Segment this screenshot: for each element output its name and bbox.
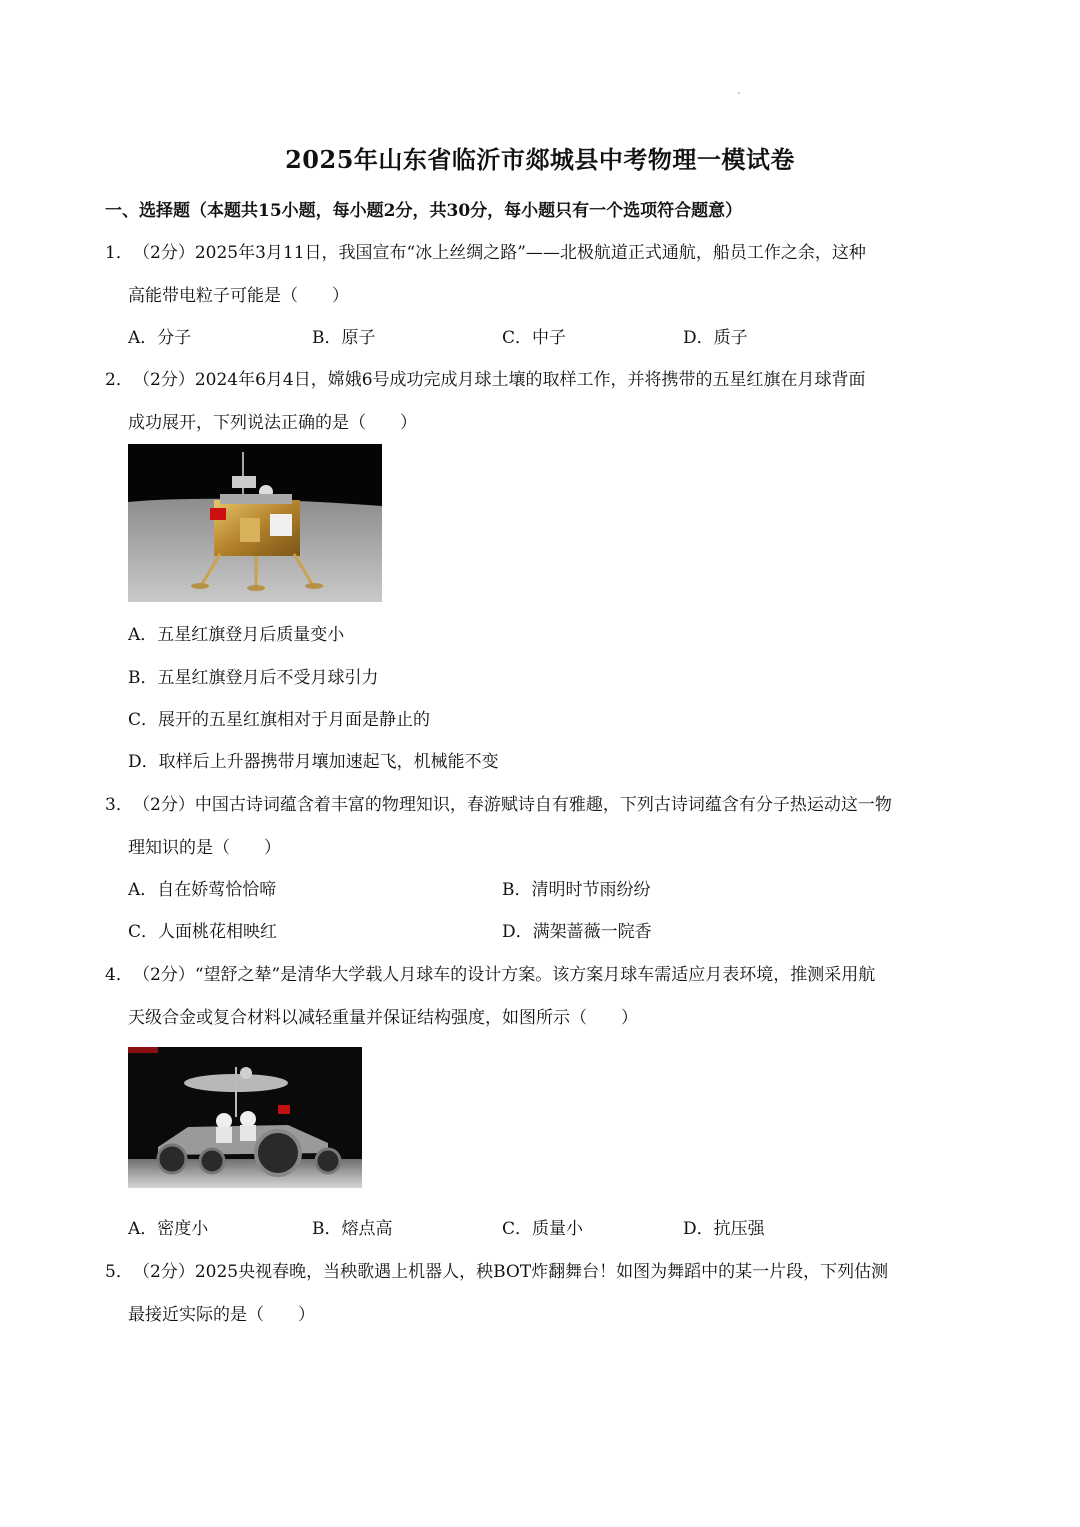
question-text: （2分）2025年3月11日，我国宣布“冰上丝绸之路”——北极航道正式通航，船员工作之余，这种 <box>133 243 866 263</box>
page-title: 2025年山东省临沂市郯城县中考物理一模试卷 <box>285 145 795 174</box>
option-d: D．取样后上升器携带月壤加速起飞，机械能不变 <box>128 752 499 772</box>
option-a: A．自在娇莺恰恰啼 <box>128 880 277 900</box>
option-d: D．质子 <box>683 328 748 348</box>
option-b: B．五星红旗登月后不受月球引力 <box>128 668 379 688</box>
question-text: （2分）2025央视春晚，当秧歌遇上机器人，秧BOT炸翻舞台！如图为舞蹈中的某一片段，下列估测 <box>133 1262 889 1282</box>
question-text-cont: 高能带电粒子可能是（ ） <box>128 286 349 306</box>
question-number: 2． <box>105 370 133 390</box>
option-b: B．熔点高 <box>312 1219 393 1239</box>
question-text: （2分）中国古诗词蕴含着丰富的物理知识，春游赋诗自有雅趣，下列古诗词蕴含有分子热运动这一物 <box>133 795 892 815</box>
scan-speck <box>738 92 740 94</box>
option-d: D．抗压强 <box>683 1219 765 1239</box>
option-a: A．分子 <box>128 328 192 348</box>
section-heading: 一、选择题（本题共15小题，每小题2分，共30分，每小题只有一个选项符合题意） <box>105 201 743 221</box>
question-text-cont: 成功展开，下列说法正确的是（ ） <box>128 413 417 433</box>
option-d: D．满架蔷薇一院香 <box>502 922 652 942</box>
question-text-cont: 天级合金或复合材料以减轻重量并保证结构强度，如图所示（ ） <box>128 1008 638 1028</box>
option-c: C．人面桃花相映红 <box>128 922 278 942</box>
question-text-cont: 最接近实际的是（ ） <box>128 1305 315 1325</box>
question-text: （2分）2024年6月4日，嫦娥6号成功完成月球土壤的取样工作，并将携带的五星红旗在月球背面 <box>133 370 866 390</box>
option-c: C．质量小 <box>502 1219 584 1239</box>
question-number: 1． <box>105 243 133 263</box>
question-number: 4． <box>105 965 133 985</box>
option-a: A．五星红旗登月后质量变小 <box>128 625 345 645</box>
question-number: 3． <box>105 795 133 815</box>
option-c: C．展开的五星红旗相对于月面是静止的 <box>128 710 431 730</box>
option-b: B．清明时节雨纷纷 <box>502 880 651 900</box>
option-a: A．密度小 <box>128 1219 209 1239</box>
lunar-rover-image <box>128 1047 362 1188</box>
question-text: （2分）“望舒之辇”是清华大学载人月球车的设计方案。该方案月球车需适应月表环境，推测采用航 <box>133 965 876 985</box>
option-b: B．原子 <box>312 328 376 348</box>
question-number: 5． <box>105 1262 133 1282</box>
lunar-lander-image <box>128 444 382 602</box>
option-c: C．中子 <box>502 328 567 348</box>
question-text-cont: 理知识的是（ ） <box>128 838 281 858</box>
